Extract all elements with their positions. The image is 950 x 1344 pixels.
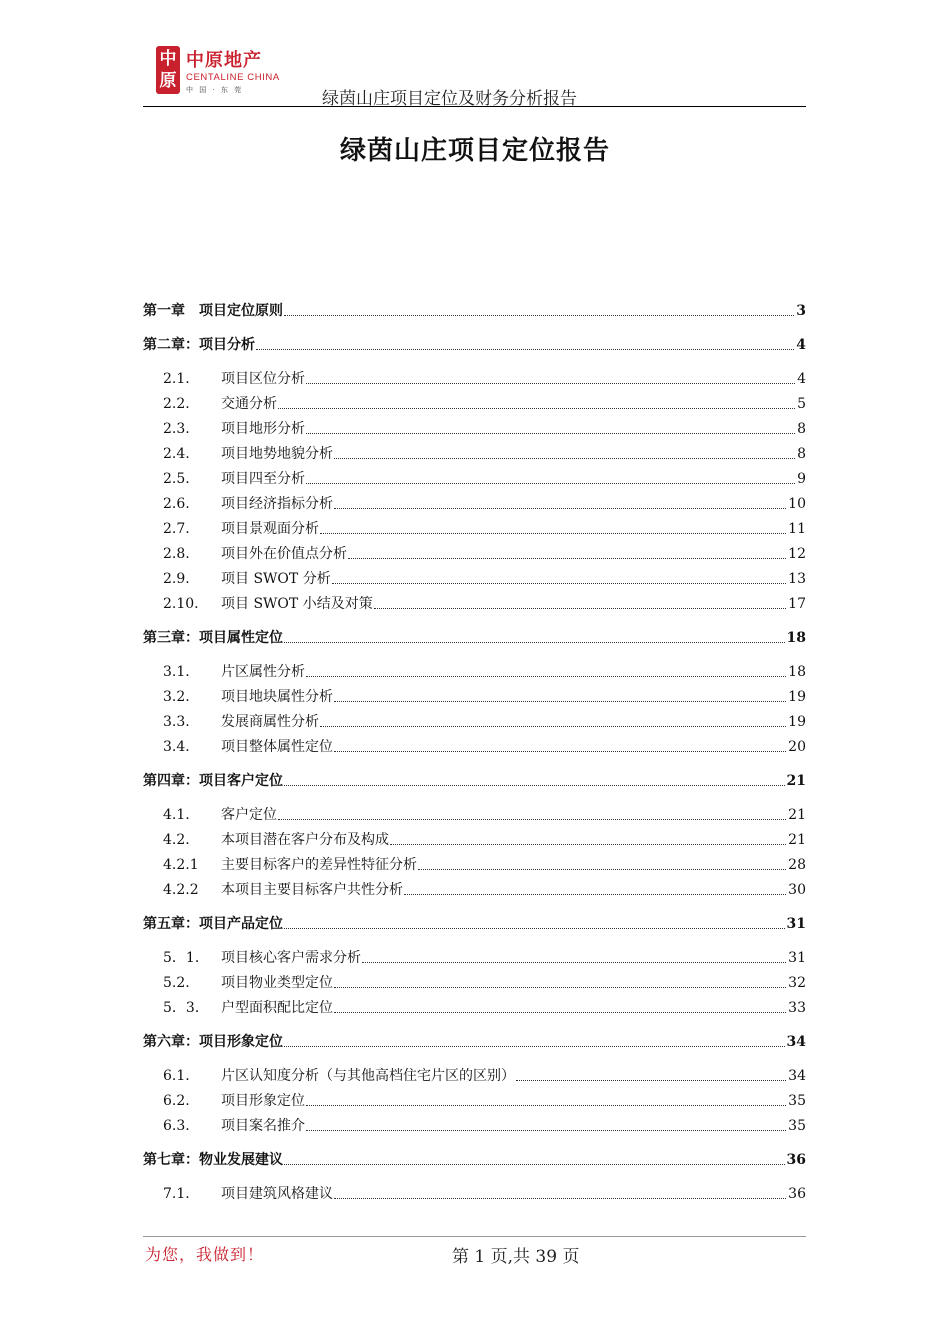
logo-mark-top: 中 xyxy=(159,49,177,69)
toc-section-entry[interactable] xyxy=(143,824,806,849)
toc-section-number: 3.2. xyxy=(163,689,190,705)
toc-entry-title: 项目建筑风格建议 xyxy=(221,1186,333,1202)
toc-section-number: 3.4. xyxy=(163,739,190,755)
toc-dot-leader xyxy=(284,785,785,786)
toc-section-entry[interactable] xyxy=(143,992,806,1017)
toc-dot-leader xyxy=(306,433,795,434)
toc-page-number: 31 xyxy=(786,916,806,932)
toc-page-number: 3 xyxy=(796,303,806,319)
toc-section-entry[interactable] xyxy=(143,513,806,538)
toc-section-number: 2.8. xyxy=(163,546,190,562)
logo-mark-bottom: 原 xyxy=(159,71,177,91)
toc-dot-leader xyxy=(284,315,794,316)
document-title: 绿茵山庄项目定位报告 xyxy=(339,136,610,166)
toc-section-number: 6.3. xyxy=(163,1118,190,1134)
toc-section-entry[interactable] xyxy=(143,967,806,992)
toc-section-number: 7.1. xyxy=(163,1186,190,1202)
toc-section-number: 2.5. xyxy=(163,471,190,487)
toc-section-entry[interactable] xyxy=(143,438,806,463)
toc-section-entry[interactable] xyxy=(143,849,806,874)
toc-chapter-entry[interactable] xyxy=(143,613,806,647)
toc-entry-title: 第七章：物业发展建议 xyxy=(143,1152,283,1168)
toc-section-number: 2.2. xyxy=(163,396,190,412)
toc-entry-title: 发展商属性分析 xyxy=(221,714,319,730)
toc-section-entry[interactable] xyxy=(143,1060,806,1085)
toc-page-number: 4 xyxy=(796,337,806,353)
toc-section-entry[interactable] xyxy=(143,1085,806,1110)
toc-dot-leader xyxy=(334,458,795,459)
toc-section-entry[interactable] xyxy=(143,463,806,488)
toc-section-number: 2.10. xyxy=(163,596,199,612)
toc-page-number: 5 xyxy=(797,396,806,412)
toc-page-number: 20 xyxy=(788,739,806,755)
toc-dot-leader xyxy=(418,869,786,870)
toc-dot-leader xyxy=(256,349,794,350)
toc-section-entry[interactable] xyxy=(143,563,806,588)
toc-page-number: 8 xyxy=(797,421,806,437)
toc-page-number: 28 xyxy=(788,857,806,873)
table-of-contents xyxy=(143,298,806,1203)
toc-entry-title: 本项目主要目标客户共性分析 xyxy=(221,882,403,898)
toc-dot-leader xyxy=(334,1198,786,1199)
toc-dot-leader xyxy=(284,642,785,643)
header-divider xyxy=(143,106,806,107)
toc-section-number: 5.2. xyxy=(163,975,190,991)
toc-entry-title: 项目物业类型定位 xyxy=(221,975,333,991)
toc-dot-leader xyxy=(334,508,786,509)
toc-spacer xyxy=(143,790,806,799)
toc-dot-leader xyxy=(334,1012,786,1013)
toc-section-number: 6.2. xyxy=(163,1093,190,1109)
toc-page-number: 19 xyxy=(788,714,806,730)
toc-entry-title: 主要目标客户的差异性特征分析 xyxy=(221,857,417,873)
toc-section-number: 4.2.1 xyxy=(163,857,199,873)
toc-page-number: 10 xyxy=(788,496,806,512)
logo-location: 中 国 · 东 莞 xyxy=(186,86,244,94)
toc-dot-leader xyxy=(362,962,786,963)
toc-page-number: 4 xyxy=(797,371,806,387)
footer-slogan: 为您，我做到！ xyxy=(145,1245,265,1264)
toc-entry-title: 项目外在价值点分析 xyxy=(221,546,347,562)
toc-section-number: 4.2.2 xyxy=(163,882,199,898)
toc-entry-title: 本项目潜在客户分布及构成 xyxy=(221,832,389,848)
toc-page-number: 11 xyxy=(788,521,806,537)
toc-dot-leader xyxy=(332,583,786,584)
toc-dot-leader xyxy=(306,676,786,677)
toc-page-number: 33 xyxy=(788,1000,806,1016)
toc-section-entry[interactable] xyxy=(143,1178,806,1203)
toc-entry-title: 片区认知度分析（与其他高档住宅片区的区别） xyxy=(221,1068,515,1084)
toc-entry-title: 项目核心客户需求分析 xyxy=(221,950,361,966)
toc-section-entry[interactable] xyxy=(143,538,806,563)
toc-entry-title: 项目案名推介 xyxy=(221,1118,305,1134)
toc-dot-leader xyxy=(404,894,786,895)
toc-entry-title: 第六章：项目形象定位 xyxy=(143,1034,283,1050)
toc-chapter-entry[interactable] xyxy=(143,1135,806,1169)
toc-page-number: 31 xyxy=(788,950,806,966)
toc-spacer xyxy=(143,933,806,942)
toc-section-number: 2.3. xyxy=(163,421,190,437)
toc-dot-leader xyxy=(334,701,786,702)
toc-dot-leader xyxy=(320,726,786,727)
toc-section-number: 2.6. xyxy=(163,496,190,512)
toc-section-number: 2.1. xyxy=(163,371,190,387)
footer-divider xyxy=(143,1236,806,1237)
toc-page-number: 21 xyxy=(788,832,806,848)
logo-chinese-name: 中原地产 xyxy=(186,50,262,71)
toc-page-number: 35 xyxy=(788,1093,806,1109)
toc-spacer xyxy=(143,354,806,363)
toc-section-entry[interactable] xyxy=(143,413,806,438)
toc-section-number: 5．3． xyxy=(163,1000,209,1016)
toc-entry-title: 项目景观面分析 xyxy=(221,521,319,537)
toc-section-entry[interactable] xyxy=(143,874,806,899)
toc-page-number: 9 xyxy=(797,471,806,487)
toc-dot-leader xyxy=(284,1046,785,1047)
toc-page-number: 32 xyxy=(788,975,806,991)
toc-entry-title: 项目 SWOT 分析 xyxy=(221,571,331,587)
toc-chapter-entry[interactable] xyxy=(143,1017,806,1051)
company-logo xyxy=(143,40,288,100)
toc-entry-title: 项目整体属性定位 xyxy=(221,739,333,755)
toc-section-entry[interactable] xyxy=(143,363,806,388)
running-header-title: 绿茵山庄项目定位及财务分析报告 xyxy=(322,89,577,109)
toc-spacer xyxy=(143,1051,806,1060)
toc-page-number: 36 xyxy=(788,1186,806,1202)
toc-section-number: 4.1. xyxy=(163,807,190,823)
toc-dot-leader xyxy=(278,819,786,820)
page-number: 第 1 页,共 39 页 xyxy=(452,1247,580,1267)
toc-entry-title: 片区属性分析 xyxy=(221,664,305,680)
toc-entry-title: 第二章：项目分析 xyxy=(143,337,255,353)
toc-section-number: 5．1． xyxy=(163,950,209,966)
toc-dot-leader xyxy=(320,533,786,534)
toc-page-number: 21 xyxy=(786,773,806,789)
toc-section-entry[interactable] xyxy=(143,1110,806,1135)
toc-chapter-entry[interactable] xyxy=(143,899,806,933)
toc-dot-leader xyxy=(306,1130,786,1131)
toc-entry-title: 项目 SWOT 小结及对策 xyxy=(221,596,373,612)
toc-entry-title: 交通分析 xyxy=(221,396,277,412)
toc-page-number: 18 xyxy=(786,630,806,646)
toc-section-number: 6.1. xyxy=(163,1068,190,1084)
toc-section-number: 2.4. xyxy=(163,446,190,462)
toc-page-number: 36 xyxy=(786,1152,806,1168)
toc-dot-leader xyxy=(306,1105,786,1106)
toc-page-number: 21 xyxy=(788,807,806,823)
toc-entry-title: 第四章：项目客户定位 xyxy=(143,773,283,789)
toc-chapter-entry[interactable] xyxy=(143,756,806,790)
toc-dot-leader xyxy=(374,608,786,609)
toc-dot-leader xyxy=(306,483,795,484)
toc-dot-leader xyxy=(284,1164,785,1165)
toc-section-entry[interactable] xyxy=(143,388,806,413)
toc-page-number: 17 xyxy=(788,596,806,612)
toc-section-entry[interactable] xyxy=(143,656,806,681)
toc-dot-leader xyxy=(348,558,786,559)
toc-page-number: 8 xyxy=(797,446,806,462)
toc-section-entry[interactable] xyxy=(143,706,806,731)
toc-entry-title: 项目四至分析 xyxy=(221,471,305,487)
toc-section-number: 3.3. xyxy=(163,714,190,730)
toc-chapter-entry[interactable] xyxy=(143,298,806,320)
toc-dot-leader xyxy=(390,844,786,845)
toc-spacer xyxy=(143,647,806,656)
toc-dot-leader xyxy=(284,928,785,929)
toc-page-number: 19 xyxy=(788,689,806,705)
logo-english-name: CENTALINE CHINA xyxy=(186,72,280,83)
toc-page-number: 13 xyxy=(788,571,806,587)
toc-section-number: 4.2. xyxy=(163,832,190,848)
toc-page-number: 34 xyxy=(786,1034,806,1050)
toc-section-entry[interactable] xyxy=(143,942,806,967)
toc-page-number: 34 xyxy=(788,1068,806,1084)
toc-chapter-entry[interactable] xyxy=(143,320,806,354)
toc-section-entry[interactable] xyxy=(143,488,806,513)
toc-entry-title: 项目地形分析 xyxy=(221,421,305,437)
logo-mark xyxy=(156,46,180,94)
toc-section-entry[interactable] xyxy=(143,588,806,613)
toc-entry-title: 项目形象定位 xyxy=(221,1093,305,1109)
toc-page-number: 35 xyxy=(788,1118,806,1134)
toc-section-entry[interactable] xyxy=(143,681,806,706)
toc-dot-leader xyxy=(516,1080,786,1081)
toc-entry-title: 项目经济指标分析 xyxy=(221,496,333,512)
toc-section-entry[interactable] xyxy=(143,731,806,756)
toc-dot-leader xyxy=(278,408,795,409)
toc-dot-leader xyxy=(334,751,786,752)
toc-dot-leader xyxy=(306,383,795,384)
toc-entry-title: 项目地块属性分析 xyxy=(221,689,333,705)
toc-section-number: 2.7. xyxy=(163,521,190,537)
toc-section-number: 2.9. xyxy=(163,571,190,587)
toc-entry-title: 第一章 项目定位原则 xyxy=(143,303,283,319)
toc-page-number: 30 xyxy=(788,882,806,898)
toc-entry-title: 项目地势地貌分析 xyxy=(221,446,333,462)
toc-spacer xyxy=(143,1169,806,1178)
toc-dot-leader xyxy=(334,987,786,988)
toc-entry-title: 第五章：项目产品定位 xyxy=(143,916,283,932)
toc-page-number: 18 xyxy=(788,664,806,680)
toc-section-number: 3.1. xyxy=(163,664,190,680)
toc-entry-title: 项目区位分析 xyxy=(221,371,305,387)
toc-page-number: 12 xyxy=(788,546,806,562)
toc-entry-title: 客户定位 xyxy=(221,807,277,823)
toc-entry-title: 第三章：项目属性定位 xyxy=(143,630,283,646)
toc-section-entry[interactable] xyxy=(143,799,806,824)
toc-entry-title: 户型面积配比定位 xyxy=(221,1000,333,1016)
